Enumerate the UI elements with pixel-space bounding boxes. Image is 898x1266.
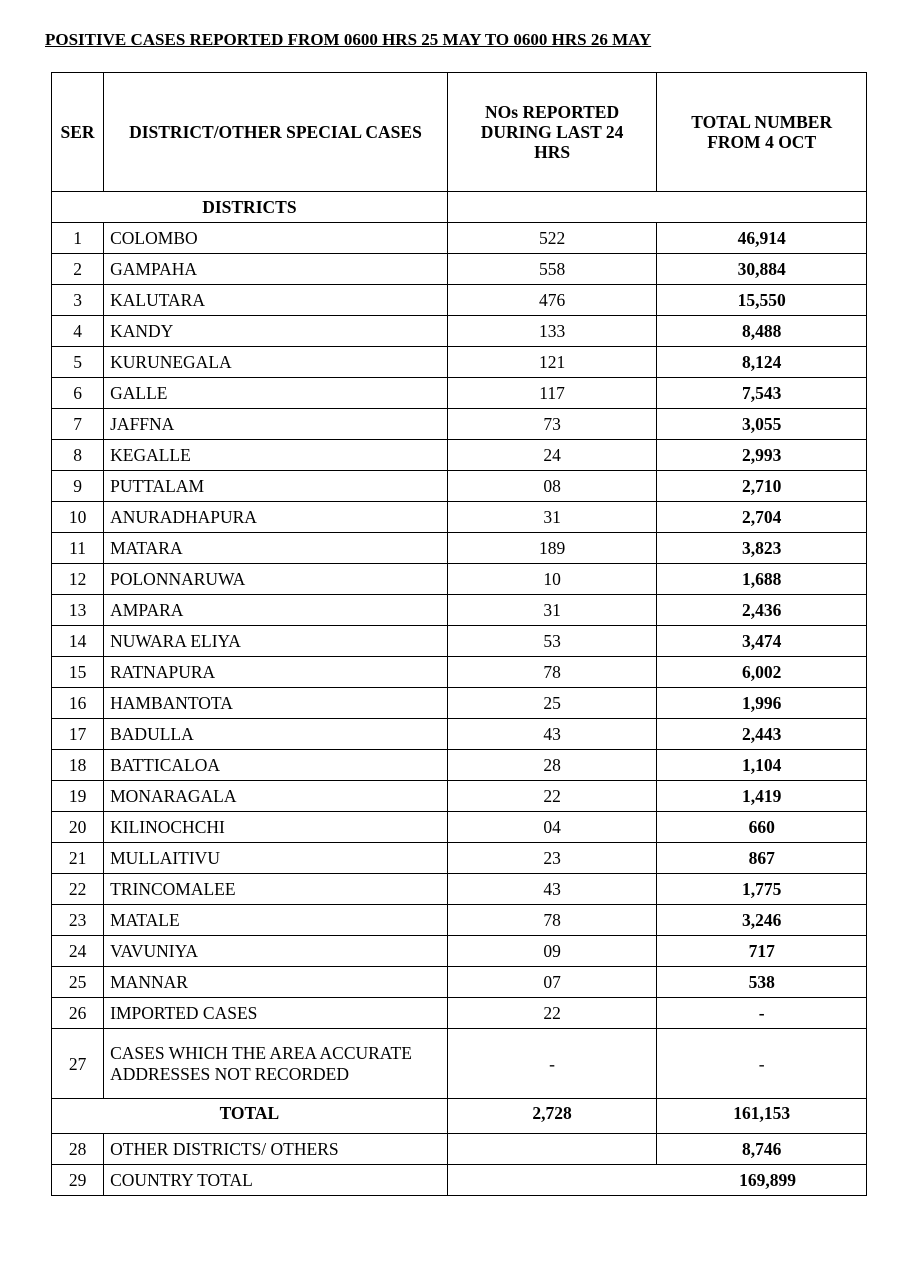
district-cell: KILINOCHCHI xyxy=(104,812,448,843)
header-total: TOTAL NUMBER FROM 4 OCT xyxy=(657,73,867,192)
last24-cell: 43 xyxy=(447,719,657,750)
last24-cell: 23 xyxy=(447,843,657,874)
ser-cell: 19 xyxy=(52,781,104,812)
last24-cell: 08 xyxy=(447,471,657,502)
total-cell: 538 xyxy=(657,967,867,998)
total-cell: 8,488 xyxy=(657,316,867,347)
last24-cell: 22 xyxy=(447,781,657,812)
table-row xyxy=(52,812,867,843)
header-last24: NOs REPORTED DURING LAST 24 HRS xyxy=(447,73,657,192)
district-cell: KALUTARA xyxy=(104,285,448,316)
total-cell: 2,710 xyxy=(657,471,867,502)
district-cell: COLOMBO xyxy=(104,223,448,254)
district-cell: MULLAITIVU xyxy=(104,843,448,874)
last24-cell: 31 xyxy=(447,502,657,533)
total-cell: 717 xyxy=(657,936,867,967)
table-row xyxy=(52,564,867,595)
ser-cell: 20 xyxy=(52,812,104,843)
district-cell: HAMBANTOTA xyxy=(104,688,448,719)
last24-cell: 78 xyxy=(447,905,657,936)
section-empty xyxy=(447,192,866,223)
total-cell: 2,436 xyxy=(657,595,867,626)
ser-cell: 25 xyxy=(52,967,104,998)
total-cell: 867 xyxy=(657,843,867,874)
total-cell: - xyxy=(657,1029,867,1099)
ser-cell: 2 xyxy=(52,254,104,285)
table-row xyxy=(52,1029,867,1099)
last24-cell: 31 xyxy=(447,595,657,626)
table-row xyxy=(52,533,867,564)
district-cell: JAFFNA xyxy=(104,409,448,440)
ser-cell: 10 xyxy=(52,502,104,533)
total-cell: 660 xyxy=(657,812,867,843)
total-cell: 2,704 xyxy=(657,502,867,533)
table-row xyxy=(52,719,867,750)
header-district: DISTRICT/OTHER SPECIAL CASES xyxy=(104,73,448,192)
last24-cell: 04 xyxy=(447,812,657,843)
last24-cell: 73 xyxy=(447,409,657,440)
total-last24: 2,728 xyxy=(447,1099,657,1134)
last24-cell: 09 xyxy=(447,936,657,967)
report-title: POSITIVE CASES REPORTED FROM 0600 HRS 25 MAY TO 0600 HRS 26 MAY xyxy=(45,30,652,49)
total-row xyxy=(52,1099,867,1134)
last24-cell: 78 xyxy=(447,657,657,688)
table-row xyxy=(52,409,867,440)
ser-cell: 27 xyxy=(52,1029,104,1099)
total-cell: 8,746 xyxy=(657,1134,867,1165)
district-cell: MANNAR xyxy=(104,967,448,998)
total-cell: 1,688 xyxy=(657,564,867,595)
table-row xyxy=(52,347,867,378)
district-cell: TRINCOMALEE xyxy=(104,874,448,905)
district-cell: COUNTRY TOTAL xyxy=(104,1165,448,1196)
district-cell: NUWARA ELIYA xyxy=(104,626,448,657)
ser-cell: 8 xyxy=(52,440,104,471)
header-ser: SER xyxy=(52,73,104,192)
district-cell: PUTTALAM xyxy=(104,471,448,502)
district-cell: CASES WHICH THE AREA ACCURATE ADDRESSES NOT RECORDED xyxy=(104,1029,448,1099)
district-cell: POLONNARUWA xyxy=(104,564,448,595)
ser-cell: 17 xyxy=(52,719,104,750)
ser-cell: 24 xyxy=(52,936,104,967)
table-row xyxy=(52,843,867,874)
header-row xyxy=(52,73,867,192)
country-total-value: 169,899 xyxy=(447,1165,866,1196)
table-row xyxy=(52,254,867,285)
total-cell: 8,124 xyxy=(657,347,867,378)
ser-cell: 18 xyxy=(52,750,104,781)
district-cell: MATALE xyxy=(104,905,448,936)
district-cell: GAMPAHA xyxy=(104,254,448,285)
ser-cell: 5 xyxy=(52,347,104,378)
last24-cell: 189 xyxy=(447,533,657,564)
last24-cell: 43 xyxy=(447,874,657,905)
ser-cell: 12 xyxy=(52,564,104,595)
table-row xyxy=(52,657,867,688)
table-row xyxy=(52,471,867,502)
cases-table xyxy=(51,72,867,1196)
total-cell: 2,443 xyxy=(657,719,867,750)
last24-cell: 07 xyxy=(447,967,657,998)
last24-cell: 28 xyxy=(447,750,657,781)
ser-cell: 9 xyxy=(52,471,104,502)
district-cell: AMPARA xyxy=(104,595,448,626)
total-cell: 1,104 xyxy=(657,750,867,781)
table-row xyxy=(52,502,867,533)
ser-cell: 4 xyxy=(52,316,104,347)
district-cell: MONARAGALA xyxy=(104,781,448,812)
total-cell: 3,474 xyxy=(657,626,867,657)
total-cell: 3,823 xyxy=(657,533,867,564)
table-row xyxy=(52,316,867,347)
table-row xyxy=(52,595,867,626)
last24-cell: 522 xyxy=(447,223,657,254)
ser-cell: 29 xyxy=(52,1165,104,1196)
table-row xyxy=(52,378,867,409)
last24-cell: 22 xyxy=(447,998,657,1029)
ser-cell: 22 xyxy=(52,874,104,905)
last24-cell xyxy=(447,1134,657,1165)
ser-cell: 16 xyxy=(52,688,104,719)
ser-cell: 21 xyxy=(52,843,104,874)
table-row xyxy=(52,905,867,936)
ser-cell: 26 xyxy=(52,998,104,1029)
district-cell: OTHER DISTRICTS/ OTHERS xyxy=(104,1134,448,1165)
ser-cell: 1 xyxy=(52,223,104,254)
table-row xyxy=(52,936,867,967)
total-grand: 161,153 xyxy=(657,1099,867,1134)
table-row xyxy=(52,874,867,905)
last24-cell: 117 xyxy=(447,378,657,409)
total-cell: 3,055 xyxy=(657,409,867,440)
district-cell: KEGALLE xyxy=(104,440,448,471)
last24-cell: 10 xyxy=(447,564,657,595)
district-cell: RATNAPURA xyxy=(104,657,448,688)
ser-cell: 13 xyxy=(52,595,104,626)
district-cell: KANDY xyxy=(104,316,448,347)
ser-cell: 14 xyxy=(52,626,104,657)
total-cell: 46,914 xyxy=(657,223,867,254)
district-cell: BATTICALOA xyxy=(104,750,448,781)
total-cell: 6,002 xyxy=(657,657,867,688)
district-cell: BADULLA xyxy=(104,719,448,750)
total-cell: - xyxy=(657,998,867,1029)
total-cell: 15,550 xyxy=(657,285,867,316)
district-cell: GALLE xyxy=(104,378,448,409)
total-cell: 7,543 xyxy=(657,378,867,409)
last24-cell: 121 xyxy=(447,347,657,378)
table-row xyxy=(52,440,867,471)
section-label: DISTRICTS xyxy=(52,192,448,223)
country-total-row xyxy=(52,1165,867,1196)
section-row xyxy=(52,192,867,223)
total-cell: 2,993 xyxy=(657,440,867,471)
ser-cell: 23 xyxy=(52,905,104,936)
last24-cell: 558 xyxy=(447,254,657,285)
last24-cell: 25 xyxy=(447,688,657,719)
total-cell: 3,246 xyxy=(657,905,867,936)
district-cell: ANURADHAPURA xyxy=(104,502,448,533)
ser-cell: 11 xyxy=(52,533,104,564)
total-cell: 1,996 xyxy=(657,688,867,719)
other-districts-row xyxy=(52,1134,867,1165)
last24-cell: 133 xyxy=(447,316,657,347)
ser-cell: 15 xyxy=(52,657,104,688)
total-label: TOTAL xyxy=(52,1099,448,1134)
last24-cell: 53 xyxy=(447,626,657,657)
district-cell: MATARA xyxy=(104,533,448,564)
table-row xyxy=(52,750,867,781)
ser-cell: 3 xyxy=(52,285,104,316)
ser-cell: 28 xyxy=(52,1134,104,1165)
last24-cell: - xyxy=(447,1029,657,1099)
table-row xyxy=(52,998,867,1029)
total-cell: 30,884 xyxy=(657,254,867,285)
last24-cell: 476 xyxy=(447,285,657,316)
table-row xyxy=(52,967,867,998)
table-row xyxy=(52,285,867,316)
table-row xyxy=(52,688,867,719)
total-cell: 1,775 xyxy=(657,874,867,905)
ser-cell: 7 xyxy=(52,409,104,440)
table-row xyxy=(52,223,867,254)
total-cell: 1,419 xyxy=(657,781,867,812)
district-cell: VAVUNIYA xyxy=(104,936,448,967)
district-cell: KURUNEGALA xyxy=(104,347,448,378)
district-cell: IMPORTED CASES xyxy=(104,998,448,1029)
last24-cell: 24 xyxy=(447,440,657,471)
table-row xyxy=(52,626,867,657)
table-row xyxy=(52,781,867,812)
ser-cell: 6 xyxy=(52,378,104,409)
